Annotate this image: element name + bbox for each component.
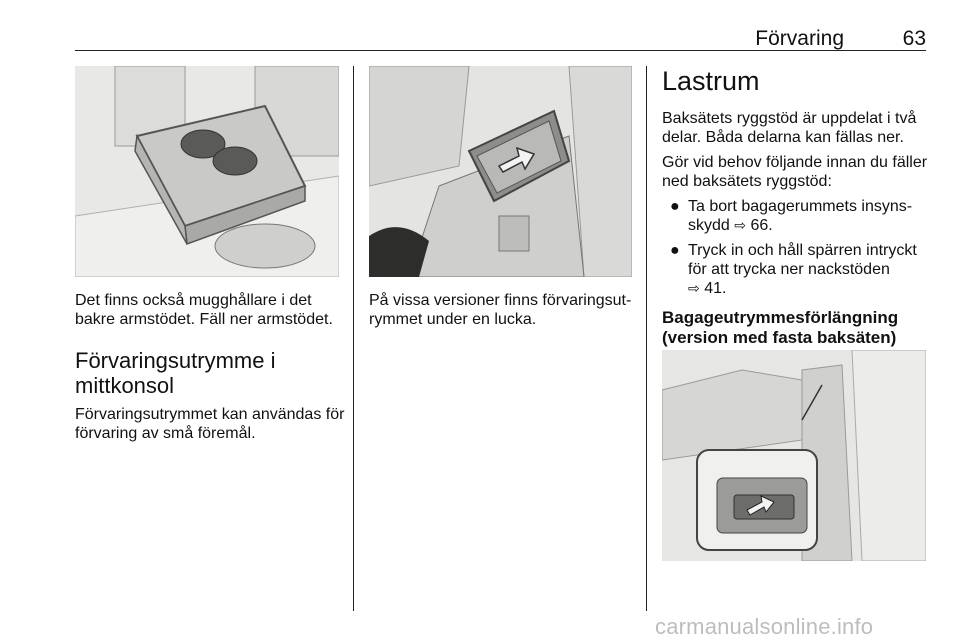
header-title: Förvaring xyxy=(755,27,844,50)
heading-line-2: mittkonsol xyxy=(75,373,175,398)
list-item-text: Ta bort bagagerummets insyns- skydd xyxy=(688,198,913,234)
watermark: carmanualsonline.info xyxy=(655,614,874,639)
page-reference: 66. xyxy=(750,217,773,234)
heading-cargo-area: Lastrum xyxy=(662,66,760,96)
page-reference: 41. xyxy=(704,280,727,297)
paragraph-before-folding: Gör vid behov följande innan du fäller ned baksätets ryggstöd: xyxy=(662,154,928,190)
paragraph-line-2: rymmet under en lucka. xyxy=(369,311,537,328)
heading-cargo-extension xyxy=(662,308,930,348)
paragraph-split-backrest: Baksätets ryggstöd är uppdelat i två delar. Båda delarna kan fällas ner. xyxy=(662,110,917,146)
column-divider-right xyxy=(646,66,647,611)
page-number: 63 xyxy=(902,27,926,50)
list-item xyxy=(662,241,930,298)
figure-rear-armrest-cupholder xyxy=(75,66,339,277)
figure-center-console-lid xyxy=(369,66,632,277)
list-item-text: Tryck in och håll spärren intryckt för att trycka ner nackstöden xyxy=(688,242,917,278)
bullet-icon: ● xyxy=(670,198,680,215)
subheading-line-1: Bagageutrymmesförlängning xyxy=(662,308,899,327)
steps-list xyxy=(662,197,930,298)
bullet-icon: ● xyxy=(670,242,680,259)
list-item xyxy=(662,197,930,235)
subheading-line-2: (version med fasta baksäten) xyxy=(662,328,897,347)
paragraph-cupholder: Det finns också mugghållare i det bakre armstödet. Fäll ner armstödet. xyxy=(75,292,333,328)
heading-line-1: Förvaringsutrymme i xyxy=(75,348,276,373)
column-3-text xyxy=(662,66,930,348)
paragraph-storage-use: Förvaringsutrymmet kan användas för förvaring av små föremål. xyxy=(75,406,345,442)
column-2-text xyxy=(369,291,639,329)
page-reference-icon: ⇨ xyxy=(734,217,746,233)
heading-center-console-storage xyxy=(75,348,345,398)
figure-cargo-extension-latch xyxy=(662,350,926,561)
paragraph-lid-storage xyxy=(369,291,639,329)
column-divider-left xyxy=(353,66,354,611)
page-header xyxy=(75,0,926,51)
paragraph-line-1: På vissa versioner finns förvaringsut- xyxy=(369,292,632,309)
page-reference-icon: ⇨ xyxy=(688,280,700,296)
column-1-text xyxy=(75,291,345,443)
